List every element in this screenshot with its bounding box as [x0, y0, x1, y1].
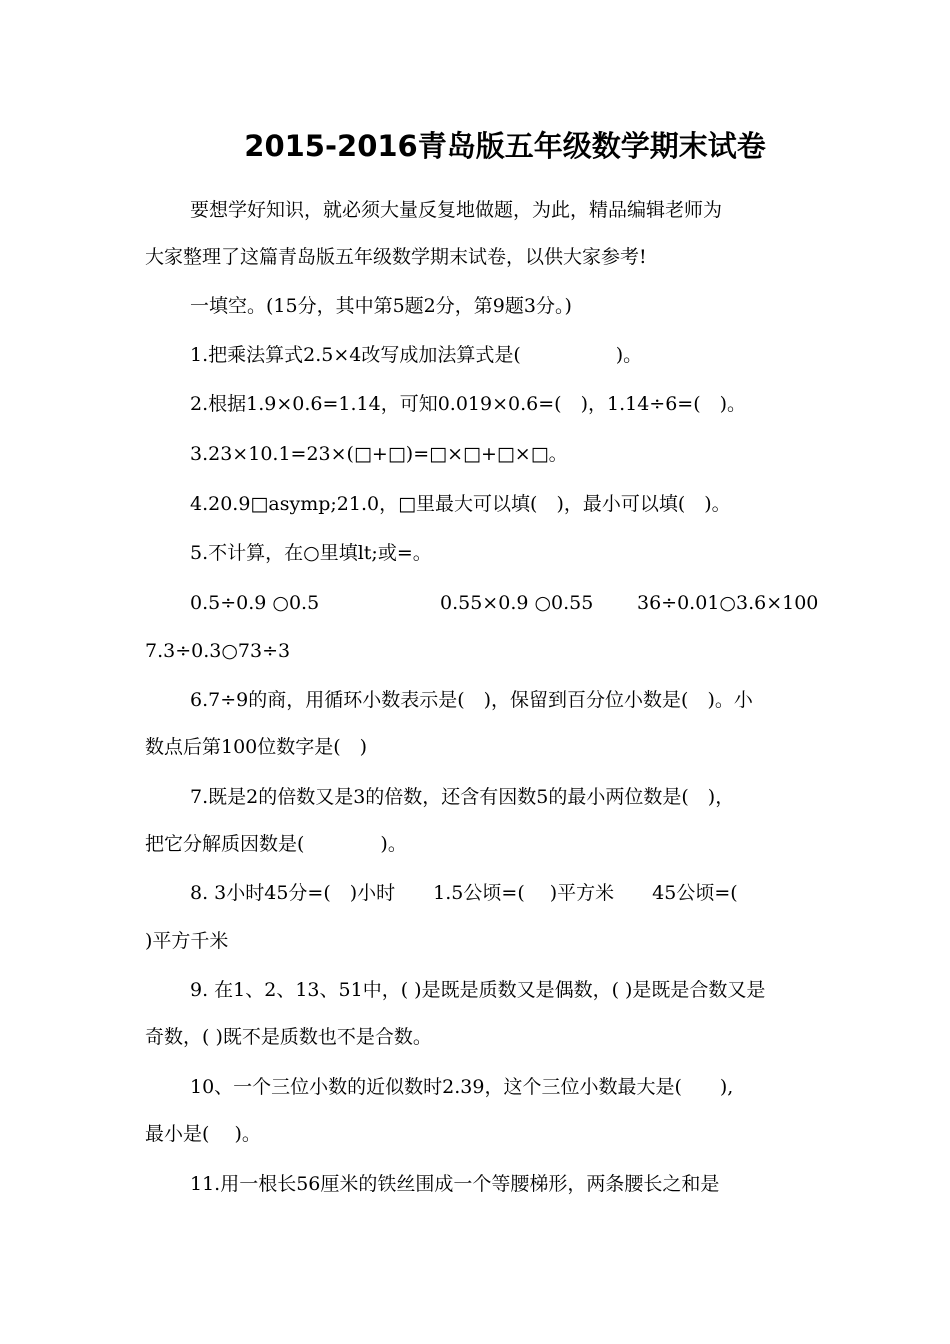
- question-7-line-2: 把它分解质因数是( )。: [145, 833, 407, 855]
- section-heading: 一填空。(15分，其中第5题2分，第9题3分。): [190, 295, 572, 317]
- document-title: 2015-2016青岛版五年级数学期末试卷: [244, 129, 766, 163]
- intro-line-2: 大家整理了这篇青岛版五年级数学期末试卷，以供大家参考!: [145, 246, 647, 268]
- intro-line-1: 要想学好知识，就必须大量反复地做题，为此，精品编辑老师为: [190, 199, 723, 221]
- question-11-line-1: 11.用一根长56厘米的铁丝围成一个等腰梯形，两条腰长之和是: [190, 1173, 720, 1195]
- question-8-line-1: 8. 3小时45分=( )小时 1.5公顷=( )平方米 45公顷=(: [190, 882, 738, 904]
- question-6-line-1: 6.7÷9的商，用循环小数表示是( )，保留到百分位小数是( )。小: [190, 689, 753, 711]
- q5-item-4: 7.3÷0.3○73÷3: [145, 640, 291, 662]
- question-8-line-2: )平方千米: [145, 930, 229, 952]
- question-3: 3.23×10.1=23×(□+□)=□×□+□×□。: [190, 443, 568, 465]
- q5-item-1: 0.5÷0.9 ○0.5: [190, 592, 320, 614]
- q5-item-2: 0.55×0.9 ○0.55: [440, 592, 594, 614]
- question-4: 4.20.9□asymp;21.0，□里最大可以填( )，最小可以填( )。: [190, 493, 731, 515]
- question-9-line-1: 9. 在1、2、13、51中，( )是既是质数又是偶数，( )是既是合数又是: [190, 979, 766, 1001]
- question-1: 1.把乘法算式2.5×4改写成加法算式是( )。: [190, 344, 643, 366]
- question-5: 5.不计算，在○里填lt;或=。: [190, 542, 432, 564]
- question-7-line-1: 7.既是2的倍数又是3的倍数，还含有因数5的最小两位数是( )，: [190, 786, 735, 808]
- question-6-line-2: 数点后第100位数字是( ): [145, 736, 368, 758]
- question-10-line-1: 10、一个三位小数的近似数时2.39，这个三位小数最大是( ),: [190, 1076, 734, 1098]
- question-2: 2.根据1.9×0.6=1.14，可知0.019×0.6=( )，1.14÷6=( )。: [190, 393, 747, 415]
- q5-item-3: 36÷0.01○3.6×100: [637, 592, 819, 614]
- question-10-line-2: 最小是( )。: [145, 1123, 261, 1145]
- question-9-line-2: 奇数，( )既不是质数也不是合数。: [145, 1026, 432, 1048]
